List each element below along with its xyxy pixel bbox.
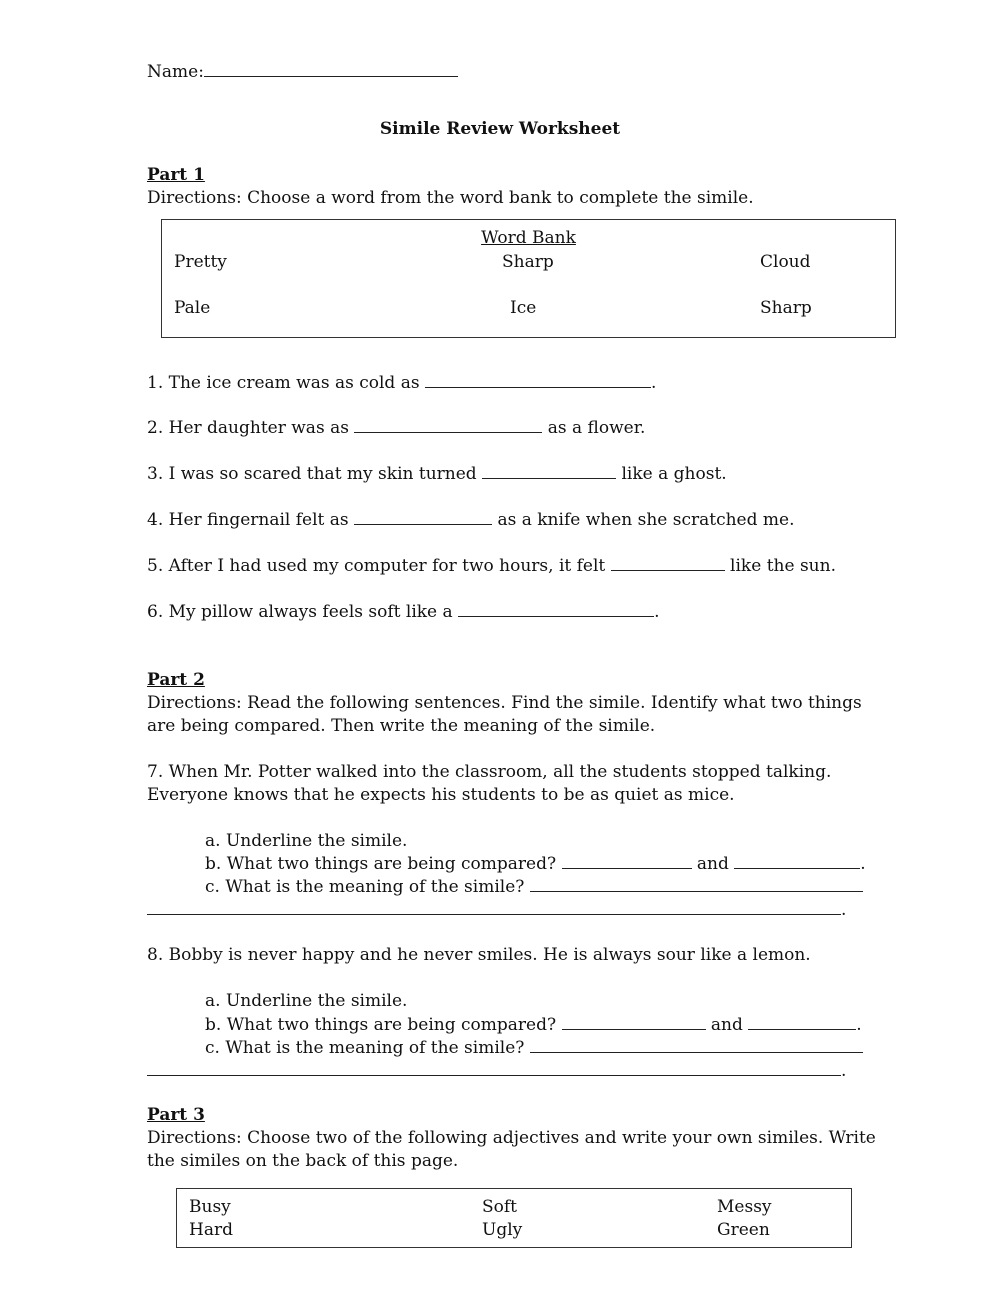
question-text: . <box>651 373 657 393</box>
word-bank-item: Sharp <box>502 252 554 272</box>
question-text: c. What is the meaning of the simile? <box>205 1038 525 1058</box>
question-7-line1: 7. When Mr. Potter walked into the classroom, all the students stopped talking. <box>147 762 832 782</box>
word-bank-item: Cloud <box>760 252 811 272</box>
question-8-line1: 8. Bobby is never happy and he never smiles. He is always sour like a lemon. <box>147 945 811 965</box>
question-4 <box>147 508 795 532</box>
question-text: c. What is the meaning of the simile? <box>205 877 525 897</box>
word-bank-item: Sharp <box>760 298 812 318</box>
question-text: . <box>841 1061 847 1081</box>
answer-blank-1[interactable] <box>425 371 651 388</box>
question-8-meaning-line <box>147 1059 846 1083</box>
question-7a: a. Underline the simile. <box>205 831 408 851</box>
question-text: 4. Her fingernail felt as <box>147 510 355 530</box>
word-bank-item: Pretty <box>174 252 227 272</box>
question-7c <box>205 875 863 899</box>
question-8c <box>205 1036 863 1060</box>
adjective-item: Green <box>717 1220 770 1240</box>
question-7-meaning-line <box>147 898 846 922</box>
word-bank-box <box>161 219 896 338</box>
question-text: and <box>710 1015 743 1035</box>
name-blank[interactable] <box>204 60 458 77</box>
answer-blank-6[interactable] <box>458 600 654 617</box>
question-7b <box>205 852 866 876</box>
question-3 <box>147 462 727 486</box>
question-text: b. What two things are being compared? <box>205 854 557 874</box>
part2-directions-line2: are being compared. Then write the meaning of the simile. <box>147 716 656 736</box>
adjective-item: Hard <box>189 1220 233 1240</box>
part1-heading: Part 1 <box>147 165 205 185</box>
answer-blank-5[interactable] <box>611 554 725 571</box>
meaning-blank[interactable] <box>530 875 863 892</box>
answer-blank-3[interactable] <box>482 462 616 479</box>
question-text: . <box>841 900 847 920</box>
part2-heading: Part 2 <box>147 670 205 690</box>
answer-blank-4[interactable] <box>354 508 492 525</box>
question-1 <box>147 371 656 395</box>
adjective-item: Busy <box>189 1197 231 1217</box>
question-8a: a. Underline the simile. <box>205 991 408 1011</box>
question-8b <box>205 1013 862 1037</box>
part3-directions-line1: Directions: Choose two of the following adjectives and write your own similes. Write <box>147 1128 876 1148</box>
question-text: 3. I was so scared that my skin turned <box>147 464 483 484</box>
question-text: 1. The ice cream was as cold as <box>147 373 425 393</box>
question-text: as a flower. <box>542 418 646 438</box>
adjective-item: Messy <box>717 1197 772 1217</box>
adjective-item: Ugly <box>482 1220 523 1240</box>
question-text: . <box>654 602 660 622</box>
compare-blank-1[interactable] <box>562 852 692 869</box>
question-text: . <box>856 1015 862 1035</box>
adjective-item: Soft <box>482 1197 518 1217</box>
question-text: 2. Her daughter was as <box>147 418 355 438</box>
word-bank-title: Word Bank <box>481 228 576 248</box>
question-text: 6. My pillow always feels soft like a <box>147 602 459 622</box>
question-text: 5. After I had used my computer for two hours, it felt <box>147 556 611 576</box>
part3-directions-line2: the similes on the back of this page. <box>147 1151 459 1171</box>
part1-directions: Directions: Choose a word from the word bank to complete the simile. <box>147 188 754 208</box>
question-7-line2: Everyone knows that he expects his students to be as quiet as mice. <box>147 785 735 805</box>
question-text: . <box>860 854 866 874</box>
adjective-box <box>176 1188 852 1248</box>
answer-blank-2[interactable] <box>354 416 542 433</box>
name-label: Name: <box>147 62 204 82</box>
part2-directions-line1: Directions: Read the following sentences. Find the simile. Identify what two things <box>147 693 862 713</box>
meaning-blank-continued[interactable] <box>147 898 841 915</box>
question-6 <box>147 600 659 624</box>
name-field[interactable] <box>147 60 458 84</box>
question-text: and <box>696 854 729 874</box>
word-bank-item: Ice <box>510 298 537 318</box>
meaning-blank[interactable] <box>530 1036 863 1053</box>
word-bank-item: Pale <box>174 298 211 318</box>
compare-blank-2[interactable] <box>748 1013 856 1030</box>
part3-heading: Part 3 <box>147 1105 205 1125</box>
question-text: like the sun. <box>724 556 836 576</box>
question-text: as a knife when she scratched me. <box>492 510 795 530</box>
question-5 <box>147 554 836 578</box>
compare-blank-1[interactable] <box>562 1013 706 1030</box>
compare-blank-2[interactable] <box>734 852 860 869</box>
question-text: b. What two things are being compared? <box>205 1015 557 1035</box>
question-text: like a ghost. <box>616 464 727 484</box>
meaning-blank-continued[interactable] <box>147 1059 841 1076</box>
page-title: Simile Review Worksheet <box>379 119 621 139</box>
question-2 <box>147 416 645 440</box>
